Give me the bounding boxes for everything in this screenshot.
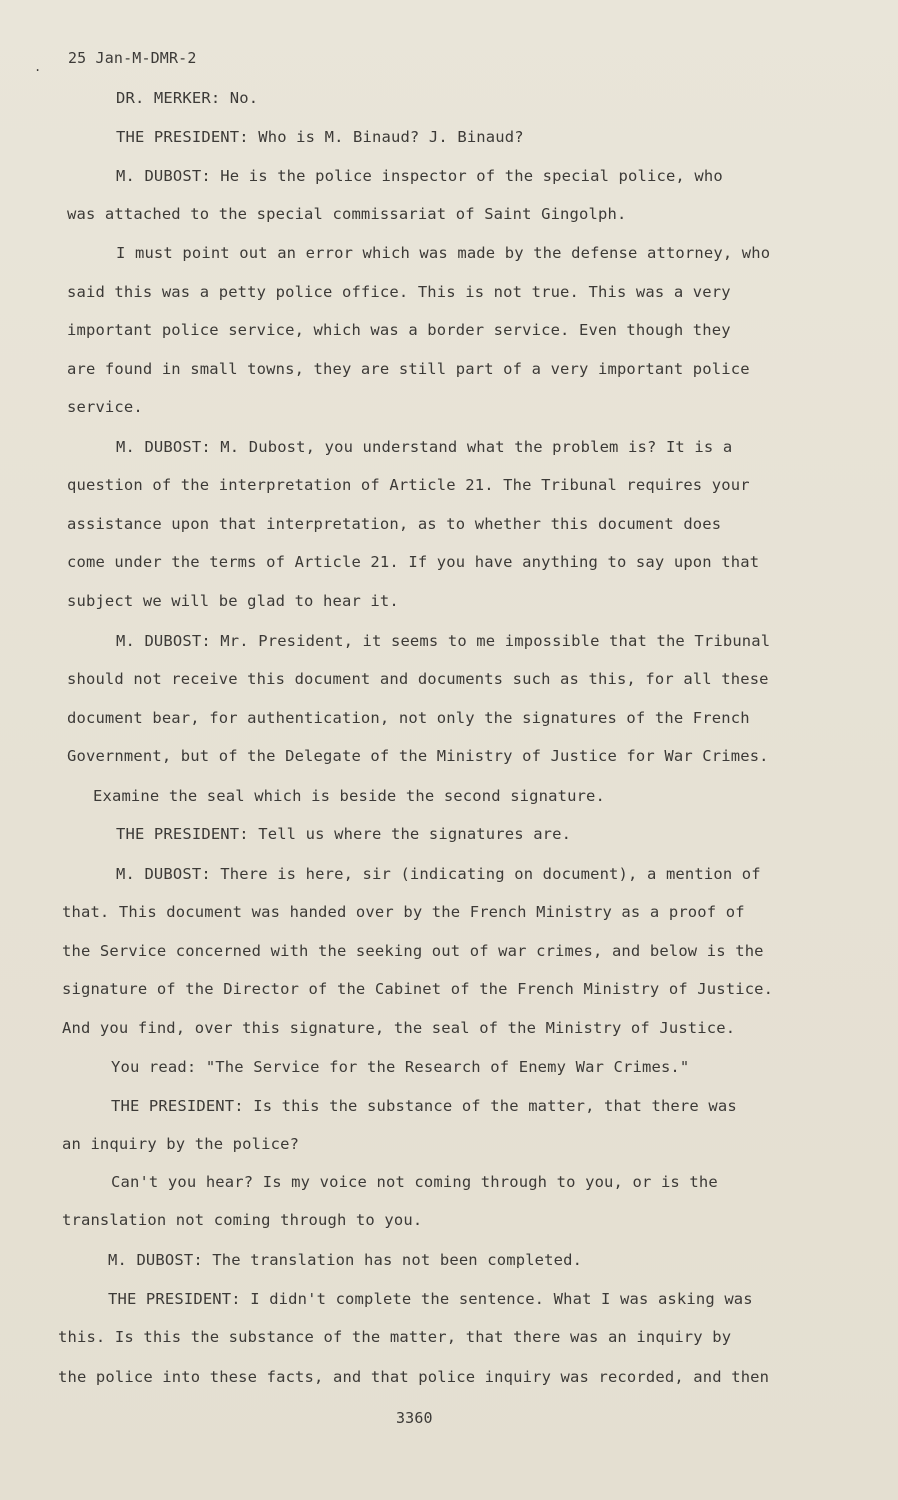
transcript-line: should not receive this document and documents such as this, for all these: [67, 670, 769, 688]
transcript-line: that. This document was handed over by the French Ministry as a proof of: [62, 903, 745, 921]
transcript-line: translation not coming through to you.: [62, 1211, 423, 1229]
transcript-line: service.: [67, 398, 143, 416]
transcript-line: the Service concerned with the seeking out of war crimes, and below is the: [62, 942, 764, 960]
transcript-line: question of the interpretation of Article 21. The Tribunal requires your: [67, 476, 750, 494]
transcript-line: You read: "The Service for the Research of Enemy War Crimes.": [111, 1058, 690, 1076]
transcript-line: was attached to the special commissariat of Saint Gingolph.: [67, 205, 627, 223]
transcript-line: this. Is this the substance of the matter, that there was an inquiry by: [58, 1328, 732, 1346]
transcript-line: Examine the seal which is beside the second signature.: [93, 787, 606, 805]
transcript-line: important police service, which was a border service. Even though they: [67, 321, 731, 339]
transcript-line: are found in small towns, they are still part of a very important police: [67, 360, 750, 378]
document-header: 25 Jan-M-DMR-2: [68, 49, 197, 67]
transcript-line: M. DUBOST: The translation has not been completed.: [108, 1251, 583, 1269]
transcript-line: subject we will be glad to hear it.: [67, 592, 399, 610]
transcript-line: assistance upon that interpretation, as to whether this document does: [67, 515, 722, 533]
transcript-line: I must point out an error which was made by the defense attorney, who: [116, 244, 771, 262]
transcript-line: Can't you hear? Is my voice not coming through to you, or is the: [111, 1173, 718, 1191]
transcript-line: THE PRESIDENT: Tell us where the signatures are.: [116, 825, 572, 843]
transcript-line: the police into these facts, and that police inquiry was recorded, and then: [58, 1368, 770, 1386]
page-number: 3360: [396, 1409, 433, 1427]
transcript-line: document bear, for authentication, not only the signatures of the French: [67, 709, 750, 727]
transcript-line: come under the terms of Article 21. If you have anything to say upon that: [67, 553, 760, 571]
transcript-line: And you find, over this signature, the seal of the Ministry of Justice.: [62, 1019, 736, 1037]
transcript-line: signature of the Director of the Cabinet of the French Ministry of Justice.: [62, 980, 774, 998]
transcript-line: M. DUBOST: Mr. President, it seems to me impossible that the Tribunal: [116, 632, 771, 650]
transcript-line: THE PRESIDENT: Who is M. Binaud? J. Binaud?: [116, 128, 524, 146]
transcript-line: DR. MERKER: No.: [116, 89, 259, 107]
transcript-line: an inquiry by the police?: [62, 1135, 300, 1153]
transcript-line: M. DUBOST: There is here, sir (indicating on document), a mention of: [116, 865, 761, 883]
transcript-line: M. DUBOST: M. Dubost, you understand what the problem is? It is a: [116, 438, 733, 456]
transcript-line: THE PRESIDENT: I didn't complete the sentence. What I was asking was: [108, 1290, 753, 1308]
margin-mark: .: [34, 60, 42, 74]
transcript-line: THE PRESIDENT: Is this the substance of the matter, that there was: [111, 1097, 737, 1115]
transcript-line: Government, but of the Delegate of the Ministry of Justice for War Crimes.: [67, 747, 769, 765]
transcript-line: M. DUBOST: He is the police inspector of the special police, who: [116, 167, 723, 185]
transcript-line: said this was a petty police office. This is not true. This was a very: [67, 283, 731, 301]
